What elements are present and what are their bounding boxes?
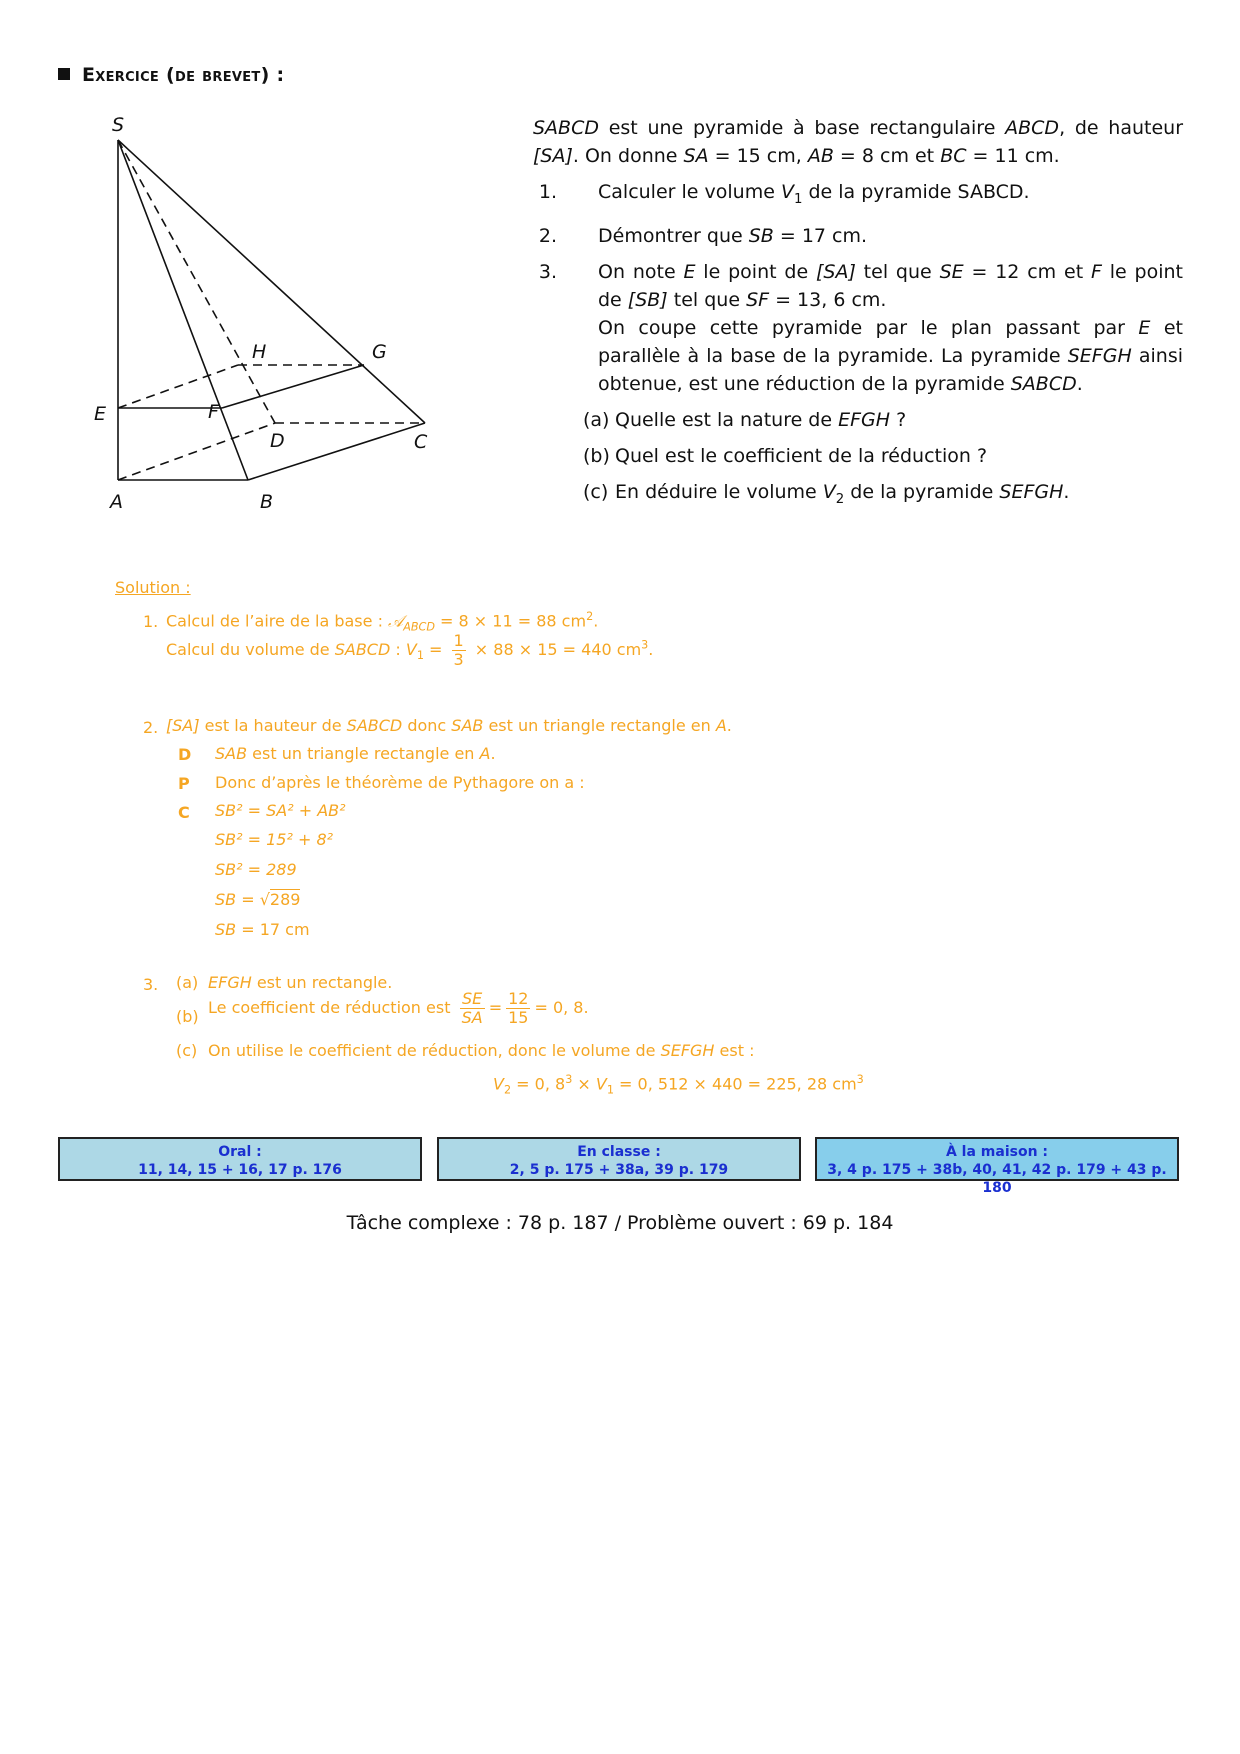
- edge-AD: [118, 423, 275, 480]
- solution-3b-num: (b): [176, 1007, 199, 1026]
- solution-3a: EFGH est un rectangle.: [208, 973, 393, 992]
- solution-final-formula: $V_2 = 0$, $8^3 \times V_1 = 0$, 512 × 440 = 225, 28 $cm^3$: [493, 1073, 864, 1097]
- solution-3b: Le coefficient de réduction est $\frac{SE}{SA}$ = $\frac{12}{15}$ = 0, 8.: [208, 989, 589, 1027]
- dpc-tag-c: C: [178, 803, 190, 822]
- label-G: G: [372, 341, 387, 363]
- conclusion-line-5: SB = 17 cm: [215, 920, 310, 939]
- box-a-la-maison: À la maison : 3, 4 p. 175 + 38b, 40, 41, 42 p. 179 + 43 p. 180: [815, 1137, 1179, 1181]
- edge-FG: [222, 365, 364, 408]
- dpc-tag-d: D: [178, 745, 192, 764]
- dpc-data: SAB est un triangle rectangle en A.: [215, 744, 496, 763]
- solution-2-num: 2.: [143, 718, 159, 737]
- solution-1-num: 1.: [143, 612, 159, 631]
- question-3a: (a) Quelle est la nature de EFGH ?: [583, 408, 907, 431]
- label-A: A: [110, 491, 123, 513]
- label-H: H: [252, 341, 267, 363]
- fraction-se-sa: $\frac{SE}{SA}$: [461, 989, 483, 1027]
- conclusion-line-2: SB² = 15² + 8²: [215, 830, 334, 849]
- label-C: C: [414, 431, 428, 453]
- dpc-tag-p: P: [178, 774, 190, 793]
- label-E: E: [94, 403, 107, 425]
- edge-EH: [118, 365, 238, 408]
- question-3: 3. On note E le point de [SA] tel que SE = 12 cm et F le point de [SB] tel que SF = 13, 6 cm. On coupe cette pyramide par le plan passant par E et parallèle à la base de la pyramide. La pyramide SEFGH ainsi obtenue, est une réduction de la pyramide SABCD.: [538, 260, 1183, 395]
- question-2: 2. Démontrer que SB = 17 cm.: [538, 224, 868, 247]
- intro-paragraph: SABCD est une pyramide à base rectangulaire ABCD, de hauteur [SA]. On donne SA = 15 cm, AB = 8 cm et BC = 11 cm.: [533, 117, 1184, 167]
- question-3c: (c) En déduire le volume $V_2$ de la pyramide SEFGH.: [583, 480, 1070, 507]
- question-3b: (b) Quel est le coefficient de la réduction ?: [583, 444, 988, 467]
- fraction-one-third: $\frac{1}{3}$: [453, 631, 464, 669]
- exercise-statement: [533, 114, 1183, 514]
- solution-3-num: 3.: [143, 975, 159, 994]
- solution-1-line-1: Calcul de l’aire de la base : 𝒜$_{ABCD}$ = 8 × 11 = 88 $cm^2$.: [166, 610, 599, 634]
- box-en-classe: En classe : 2, 5 p. 175 + 38a, 39 p. 179: [437, 1137, 801, 1181]
- label-F: F: [208, 401, 219, 423]
- edge-SC: [118, 140, 425, 423]
- fraction-12-15: $\frac{12}{15}$: [508, 989, 529, 1027]
- solution-3c-num: (c): [176, 1041, 198, 1060]
- solution-title: Solution :: [115, 578, 191, 597]
- sqrt-symbol: √: [259, 890, 270, 909]
- label-D: D: [270, 430, 285, 452]
- solution-3c: On utilise le coefficient de réduction, donc le volume de SEFGH est :: [208, 1041, 755, 1060]
- edge-SB: [118, 140, 248, 480]
- box-oral: Oral : 11, 14, 15 + 16, 17 p. 176: [58, 1137, 422, 1181]
- dpc-property: Donc d’après le théorème de Pythagore on a :: [215, 773, 585, 792]
- solution-3a-num: (a): [176, 973, 199, 992]
- solution-2-line: [SA] est la hauteur de SABCD donc SAB est un triangle rectangle en A.: [166, 716, 732, 735]
- label-B: B: [260, 491, 274, 513]
- solution-1-line-2: Calcul du volume de SABCD : $V_1$ = $\frac{1}{3}$ × 88 × 15 = 440 $cm^3$.: [166, 631, 654, 669]
- conclusion-line-1: SB² = SA² + AB²: [215, 801, 346, 820]
- conclusion-line-4: SB = √289: [215, 890, 301, 909]
- square-bullet-icon: [58, 68, 70, 80]
- conclusion-line-3: SB² = 289: [215, 860, 297, 879]
- question-1: 1. Calculer le volume $V_1$ de la pyramide SABCD.: [538, 181, 1030, 207]
- footer-tasks: Tâche complexe : 78 p. 187 / Problème ouvert : 69 p. 184: [346, 1212, 894, 1234]
- label-S: S: [112, 114, 125, 136]
- exercise-heading: Exercice (de brevet) :: [58, 64, 284, 86]
- pyramid-figure: [80, 105, 450, 515]
